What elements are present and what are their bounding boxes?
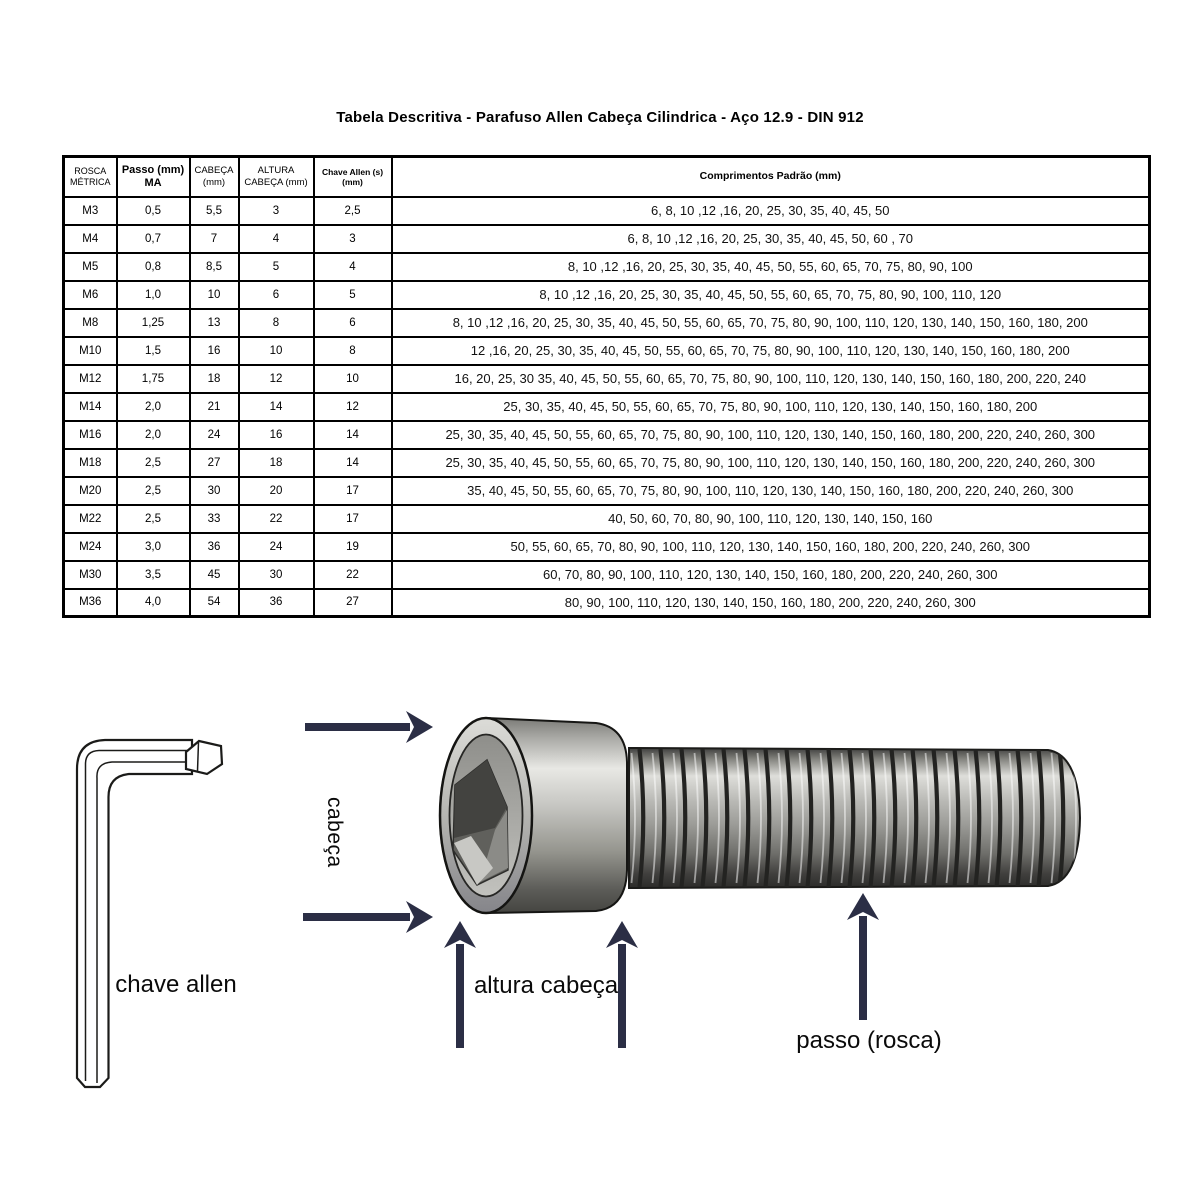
cell-comprimentos: 35, 40, 45, 50, 55, 60, 65, 70, 75, 80, 90, 100, 110, 120, 130, 140, 150, 160, 180, 200, 220, 240, 260, 300 [392, 477, 1150, 505]
table-row [64, 533, 1150, 561]
table-row [64, 365, 1150, 393]
cell-passo: 0,5 [117, 197, 190, 225]
table-row [64, 589, 1150, 617]
screw-thread [629, 748, 1080, 888]
cell-passo: 2,5 [117, 505, 190, 533]
cell-comprimentos: 25, 30, 35, 40, 45, 50, 55, 60, 65, 70, 75, 80, 90, 100, 110, 120, 130, 140, 150, 160, 180, 200, 220, 240, 260, 300 [392, 449, 1150, 477]
cell-altura: 8 [239, 309, 314, 337]
label-cabeca: cabeça [323, 797, 346, 868]
cell-chave: 4 [314, 253, 392, 281]
cell-altura: 3 [239, 197, 314, 225]
cell-cabeca: 7 [190, 225, 239, 253]
header-cabeca: CABEÇA (mm) [190, 157, 239, 197]
cell-comprimentos: 16, 20, 25, 30 35, 40, 45, 50, 55, 60, 65, 70, 75, 80, 90, 100, 110, 120, 130, 140, 150, 160, 180, 200, 220, 240 [392, 365, 1150, 393]
cell-cabeca: 8,5 [190, 253, 239, 281]
cell-passo: 1,0 [117, 281, 190, 309]
cell-comprimentos: 8, 10 ,12 ,16, 20, 25, 30, 35, 40, 45, 50, 55, 60, 65, 70, 75, 80, 90, 100 [392, 253, 1150, 281]
cell-comprimentos: 8, 10 ,12 ,16, 20, 25, 30, 35, 40, 45, 50, 55, 60, 65, 70, 75, 80, 90, 100, 110, 120 [392, 281, 1150, 309]
cell-chave: 12 [314, 393, 392, 421]
cell-rosca: M6 [64, 281, 117, 309]
cell-cabeca: 10 [190, 281, 239, 309]
cell-rosca: M16 [64, 421, 117, 449]
cell-cabeca: 13 [190, 309, 239, 337]
cell-comprimentos: 40, 50, 60, 70, 80, 90, 100, 110, 120, 130, 140, 150, 160 [392, 505, 1150, 533]
cell-chave: 8 [314, 337, 392, 365]
cell-rosca: M20 [64, 477, 117, 505]
cell-rosca: M5 [64, 253, 117, 281]
cell-altura: 5 [239, 253, 314, 281]
table-row [64, 225, 1150, 253]
table-row [64, 421, 1150, 449]
table-row [64, 197, 1150, 225]
cell-chave: 2,5 [314, 197, 392, 225]
cell-altura: 36 [239, 589, 314, 617]
cell-passo: 4,0 [117, 589, 190, 617]
cell-comprimentos: 6, 8, 10 ,12 ,16, 20, 25, 30, 35, 40, 45, 50, 60 , 70 [392, 225, 1150, 253]
cell-rosca: M30 [64, 561, 117, 589]
cell-passo: 1,5 [117, 337, 190, 365]
cell-cabeca: 30 [190, 477, 239, 505]
cell-chave: 17 [314, 477, 392, 505]
arrow-cabeca-top [305, 711, 433, 743]
cell-cabeca: 27 [190, 449, 239, 477]
cell-chave: 3 [314, 225, 392, 253]
cell-altura: 20 [239, 477, 314, 505]
cell-rosca: M10 [64, 337, 117, 365]
table-row [64, 309, 1150, 337]
table-row [64, 253, 1150, 281]
cell-comprimentos: 6, 8, 10 ,12 ,16, 20, 25, 30, 35, 40, 45, 50 [392, 197, 1150, 225]
cell-altura: 30 [239, 561, 314, 589]
table-row [64, 505, 1150, 533]
cell-passo: 2,0 [117, 421, 190, 449]
cell-comprimentos: 50, 55, 60, 65, 70, 80, 90, 100, 110, 120, 130, 140, 150, 160, 180, 200, 220, 240, 260, 300 [392, 533, 1150, 561]
header-rosca-metrica: ROSCA MÉTRICA [64, 157, 117, 197]
cell-cabeca: 45 [190, 561, 239, 589]
cell-passo: 0,8 [117, 253, 190, 281]
cell-passo: 3,0 [117, 533, 190, 561]
table-header [64, 157, 1150, 197]
cell-altura: 16 [239, 421, 314, 449]
cell-cabeca: 16 [190, 337, 239, 365]
cell-chave: 17 [314, 505, 392, 533]
cell-rosca: M18 [64, 449, 117, 477]
label-altura-cabeca: altura cabeça [473, 972, 619, 999]
cell-passo: 1,75 [117, 365, 190, 393]
cell-altura: 6 [239, 281, 314, 309]
cell-chave: 5 [314, 281, 392, 309]
cell-rosca: M24 [64, 533, 117, 561]
cell-rosca: M3 [64, 197, 117, 225]
table-row [64, 281, 1150, 309]
cell-altura: 10 [239, 337, 314, 365]
cell-rosca: M4 [64, 225, 117, 253]
cell-cabeca: 21 [190, 393, 239, 421]
header-comprimentos: Comprimentos Padrão (mm) [392, 157, 1150, 197]
cell-rosca: M36 [64, 589, 117, 617]
table-row [64, 337, 1150, 365]
header-altura-cabeca: ALTURA CABEÇA (mm) [239, 157, 314, 197]
cell-chave: 27 [314, 589, 392, 617]
cell-altura: 4 [239, 225, 314, 253]
cell-altura: 22 [239, 505, 314, 533]
cell-cabeca: 24 [190, 421, 239, 449]
cell-passo: 2,0 [117, 393, 190, 421]
label-passo-rosca: passo (rosca) [796, 1027, 942, 1054]
cell-passo: 2,5 [117, 477, 190, 505]
table-header-row [64, 157, 1150, 197]
cell-rosca: M14 [64, 393, 117, 421]
cell-altura: 24 [239, 533, 314, 561]
label-chave-allen: chave allen [115, 971, 237, 998]
cell-chave: 22 [314, 561, 392, 589]
cell-chave: 10 [314, 365, 392, 393]
cell-rosca: M12 [64, 365, 117, 393]
cell-comprimentos: 60, 70, 80, 90, 100, 110, 120, 130, 140, 150, 160, 180, 200, 220, 240, 260, 300 [392, 561, 1150, 589]
cell-chave: 14 [314, 449, 392, 477]
cell-cabeca: 5,5 [190, 197, 239, 225]
cell-altura: 18 [239, 449, 314, 477]
cell-cabeca: 36 [190, 533, 239, 561]
cell-cabeca: 18 [190, 365, 239, 393]
arrow-passo [847, 893, 879, 1020]
cell-comprimentos: 8, 10 ,12 ,16, 20, 25, 30, 35, 40, 45, 50, 55, 60, 65, 70, 75, 80, 90, 100, 110, 120, 130, 140, 150, 160, 180, 200 [392, 309, 1150, 337]
cell-chave: 19 [314, 533, 392, 561]
table-body [64, 197, 1150, 617]
table-row [64, 393, 1150, 421]
spec-table [62, 155, 1151, 618]
cell-altura: 12 [239, 365, 314, 393]
cell-rosca: M8 [64, 309, 117, 337]
cell-chave: 14 [314, 421, 392, 449]
cell-passo: 2,5 [117, 449, 190, 477]
screw-diagram [0, 680, 1200, 1200]
cell-comprimentos: 80, 90, 100, 110, 120, 130, 140, 150, 160, 180, 200, 220, 240, 260, 300 [392, 589, 1150, 617]
cell-comprimentos: 12 ,16, 20, 25, 30, 35, 40, 45, 50, 55, 60, 65, 70, 75, 80, 90, 100, 110, 120, 130, 140, 150, 160, 180, 200 [392, 337, 1150, 365]
cell-comprimentos: 25, 30, 35, 40, 45, 50, 55, 60, 65, 70, 75, 80, 90, 100, 110, 120, 130, 140, 150, 160, 180, 200 [392, 393, 1150, 421]
arrow-cabeca-bottom [303, 901, 433, 933]
cell-cabeca: 33 [190, 505, 239, 533]
screw-head [440, 718, 627, 913]
table-row [64, 449, 1150, 477]
cell-altura: 14 [239, 393, 314, 421]
cell-passo: 0,7 [117, 225, 190, 253]
cell-rosca: M22 [64, 505, 117, 533]
allen-key-icon [77, 740, 222, 1087]
table-row [64, 561, 1150, 589]
cell-passo: 3,5 [117, 561, 190, 589]
table-row [64, 477, 1150, 505]
cell-cabeca: 54 [190, 589, 239, 617]
cell-passo: 1,25 [117, 309, 190, 337]
cell-chave: 6 [314, 309, 392, 337]
cell-comprimentos: 25, 30, 35, 40, 45, 50, 55, 60, 65, 70, 75, 80, 90, 100, 110, 120, 130, 140, 150, 160, 180, 200, 220, 240, 260, 300 [392, 421, 1150, 449]
header-passo: Passo (mm) MA [117, 157, 190, 197]
header-chave-allen: Chave Allen (s) (mm) [314, 157, 392, 197]
page-title: Tabela Descritiva - Parafuso Allen Cabeça Cilindrica - Aço 12.9 - DIN 912 [336, 109, 864, 126]
